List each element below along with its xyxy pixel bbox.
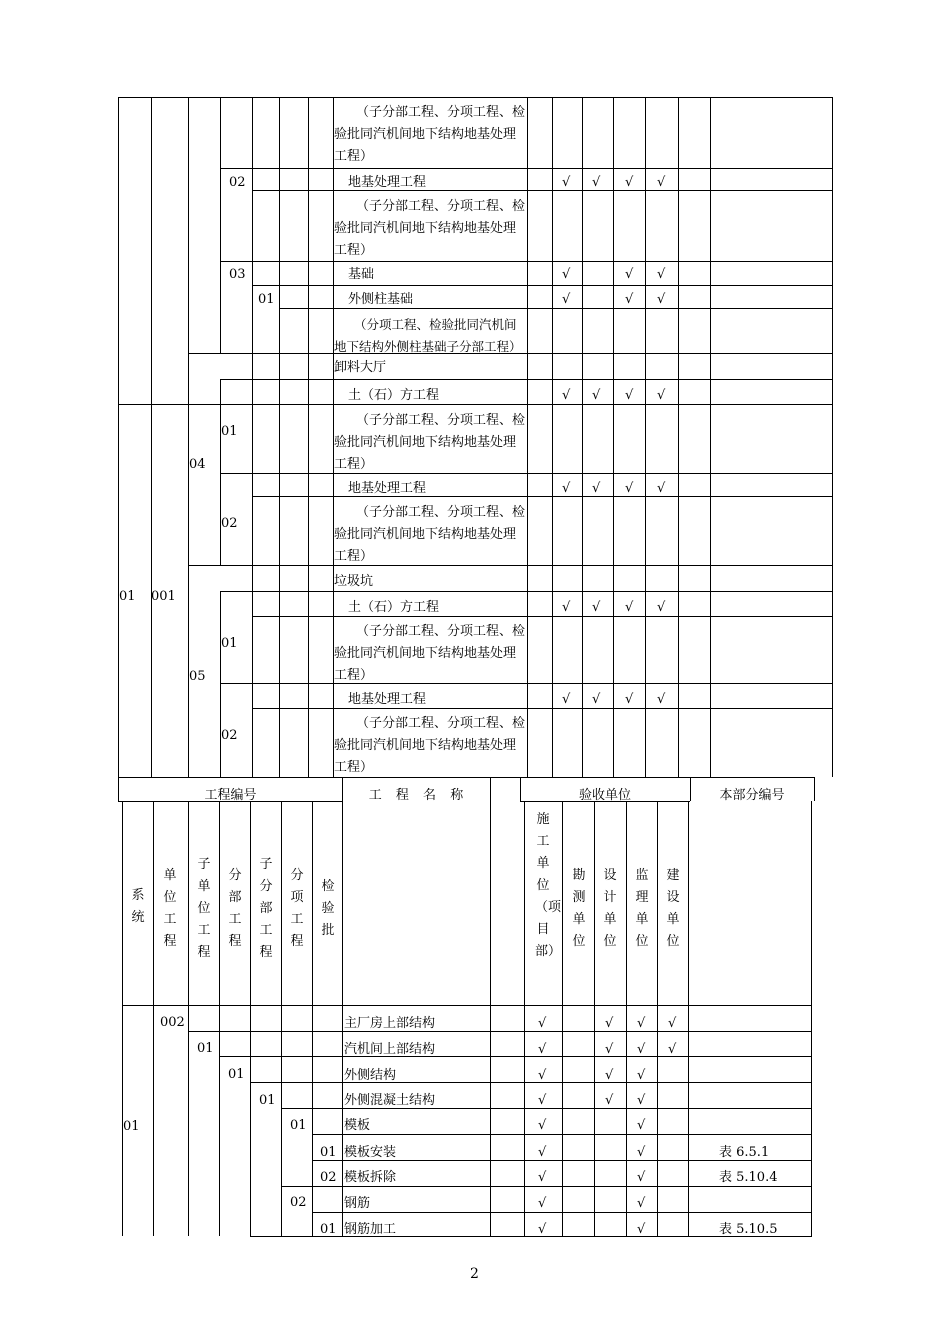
header-project-code: 工程编号 (204, 788, 257, 803)
sub-unit-code: 05 (189, 669, 206, 684)
project-name-cell: 地基处理工程 (348, 692, 427, 707)
check-mark: √ (657, 481, 666, 496)
division-code: 01 (221, 636, 238, 651)
check-mark: √ (637, 1196, 646, 1211)
check-mark: √ (562, 292, 571, 307)
check-mark: √ (592, 388, 601, 403)
section-ref: 表 6.5.1 (719, 1145, 770, 1160)
project-name-cell: 钢筋 (344, 1196, 371, 1211)
check-mark: √ (625, 692, 634, 707)
check-mark: √ (592, 481, 601, 496)
header-acceptance-units: 验收单位 (578, 788, 631, 803)
check-mark: √ (625, 292, 634, 307)
system-code: 01 (123, 1119, 140, 1134)
project-name-cell: 外侧结构 (344, 1068, 397, 1083)
project-name-cell: 模板拆除 (344, 1170, 397, 1185)
check-mark: √ (562, 481, 571, 496)
project-name-cell: 模板 (344, 1118, 371, 1133)
check-mark: √ (605, 1042, 614, 1057)
check-mark: √ (625, 388, 634, 403)
header-col-item: 分项工程 (290, 868, 304, 949)
division-code: 02 (221, 728, 238, 743)
header-col-sub-unit: 子单位工程 (197, 857, 211, 960)
row-code: 01 (290, 1118, 307, 1133)
project-name-cell: 垃圾坑 (334, 574, 374, 589)
check-mark: √ (637, 1222, 646, 1237)
project-name-cell: （分项工程、检验批同汽机间 地下结构外侧柱基础子分部工程） (334, 317, 522, 354)
division-code: 01 (221, 424, 238, 439)
check-mark: √ (538, 1170, 547, 1185)
header-col-system: 系统 (131, 888, 145, 925)
project-name-cell: （子分部工程、分项工程、检验批同汽机间地下结构地基处理工程） (334, 199, 526, 258)
check-mark: √ (538, 1042, 547, 1057)
check-mark: √ (657, 600, 666, 615)
division-code: 02 (221, 516, 238, 531)
check-mark: √ (637, 1068, 646, 1083)
section-ref: 表 5.10.4 (719, 1170, 778, 1185)
header-col-owner: 建设单位 (666, 868, 680, 949)
header-col-unit: 单位工程 (163, 868, 177, 949)
project-name-cell: 外侧柱基础 (348, 292, 414, 307)
check-mark: √ (562, 175, 571, 190)
project-name-cell: 土（石）方工程 (348, 388, 440, 403)
check-mark: √ (668, 1016, 677, 1031)
row-code: 002 (160, 1015, 185, 1030)
check-mark: √ (637, 1170, 646, 1185)
check-mark: √ (657, 388, 666, 403)
row-code: 03 (229, 267, 246, 282)
header-col-batch: 检验批 (321, 879, 335, 938)
header-col-division: 分部工程 (228, 868, 242, 949)
project-name-cell: 钢筋加工 (344, 1222, 397, 1237)
check-mark: √ (657, 267, 666, 282)
page-number: 2 (470, 1266, 479, 1282)
check-mark: √ (592, 175, 601, 190)
header-project-name: 工 程 名 称 (368, 788, 464, 803)
header-section-no: 本部分编号 (719, 788, 785, 803)
project-name-cell: 卸料大厅 (334, 360, 387, 375)
check-mark: √ (538, 1196, 547, 1211)
project-name-cell: 地基处理工程 (348, 175, 427, 190)
unit-code: 001 (151, 589, 176, 604)
project-name-cell: 基础 (348, 267, 375, 282)
row-code: 02 (320, 1170, 337, 1185)
row-code: 01 (228, 1067, 245, 1082)
check-mark: √ (592, 600, 601, 615)
row-code: 01 (258, 292, 275, 307)
check-mark: √ (605, 1068, 614, 1083)
project-name-cell: （子分部工程、分项工程、检验批同汽机间地下结构地基处理工程） (334, 413, 526, 472)
check-mark: √ (668, 1042, 677, 1057)
check-mark: √ (562, 267, 571, 282)
project-name-cell: 外侧混凝土结构 (344, 1093, 436, 1108)
check-mark: √ (562, 692, 571, 707)
check-mark: √ (637, 1145, 646, 1160)
project-name-cell: 汽机间上部结构 (344, 1042, 436, 1057)
check-mark: √ (538, 1118, 547, 1133)
project-name-cell: 主厂房上部结构 (344, 1016, 436, 1031)
project-name-cell: （子分部工程、分项工程、检验批同汽机间地下结构地基处理工程） (334, 624, 526, 683)
check-mark: √ (625, 481, 634, 496)
row-code: 01 (320, 1145, 337, 1160)
row-code: 02 (290, 1195, 307, 1210)
check-mark: √ (592, 692, 601, 707)
check-mark: √ (657, 292, 666, 307)
check-mark: √ (657, 692, 666, 707)
check-mark: √ (637, 1093, 646, 1108)
project-name-cell: 地基处理工程 (348, 481, 427, 496)
section-ref: 表 5.10.5 (719, 1222, 778, 1237)
check-mark: √ (605, 1016, 614, 1031)
check-mark: √ (538, 1222, 547, 1237)
check-mark: √ (637, 1042, 646, 1057)
header-col-construction: 施工单位（项目部） (535, 812, 562, 959)
project-name-cell: （子分部工程、分项工程、检验批同汽机间地下结构地基处理工程） (334, 505, 526, 564)
row-code: 01 (259, 1093, 276, 1108)
header-col-survey: 勘测单位 (572, 868, 586, 949)
row-code: 02 (229, 175, 246, 190)
check-mark: √ (637, 1016, 646, 1031)
header-col-design: 设计单位 (603, 868, 617, 949)
sub-unit-code: 04 (189, 457, 206, 472)
check-mark: √ (625, 600, 634, 615)
row-code: 01 (320, 1222, 337, 1237)
check-mark: √ (625, 267, 634, 282)
check-mark: √ (657, 175, 666, 190)
project-name-cell: （子分部工程、分项工程、检验批同汽机间地下结构地基处理工程） (334, 105, 526, 164)
system-code: 01 (119, 589, 136, 604)
check-mark: √ (625, 175, 634, 190)
check-mark: √ (538, 1016, 547, 1031)
check-mark: √ (605, 1093, 614, 1108)
header-col-supervision: 监理单位 (635, 868, 649, 949)
header-col-sub-division: 子分部工程 (259, 857, 273, 960)
project-name-cell: （子分部工程、分项工程、检验批同汽机间地下结构地基处理工程） (334, 716, 526, 775)
check-mark: √ (538, 1145, 547, 1160)
check-mark: √ (538, 1093, 547, 1108)
row-code: 01 (197, 1041, 214, 1056)
check-mark: √ (562, 600, 571, 615)
project-name-cell: 模板安装 (344, 1145, 397, 1160)
check-mark: √ (637, 1118, 646, 1133)
check-mark: √ (562, 388, 571, 403)
project-name-cell: 土（石）方工程 (348, 600, 440, 615)
check-mark: √ (538, 1068, 547, 1083)
